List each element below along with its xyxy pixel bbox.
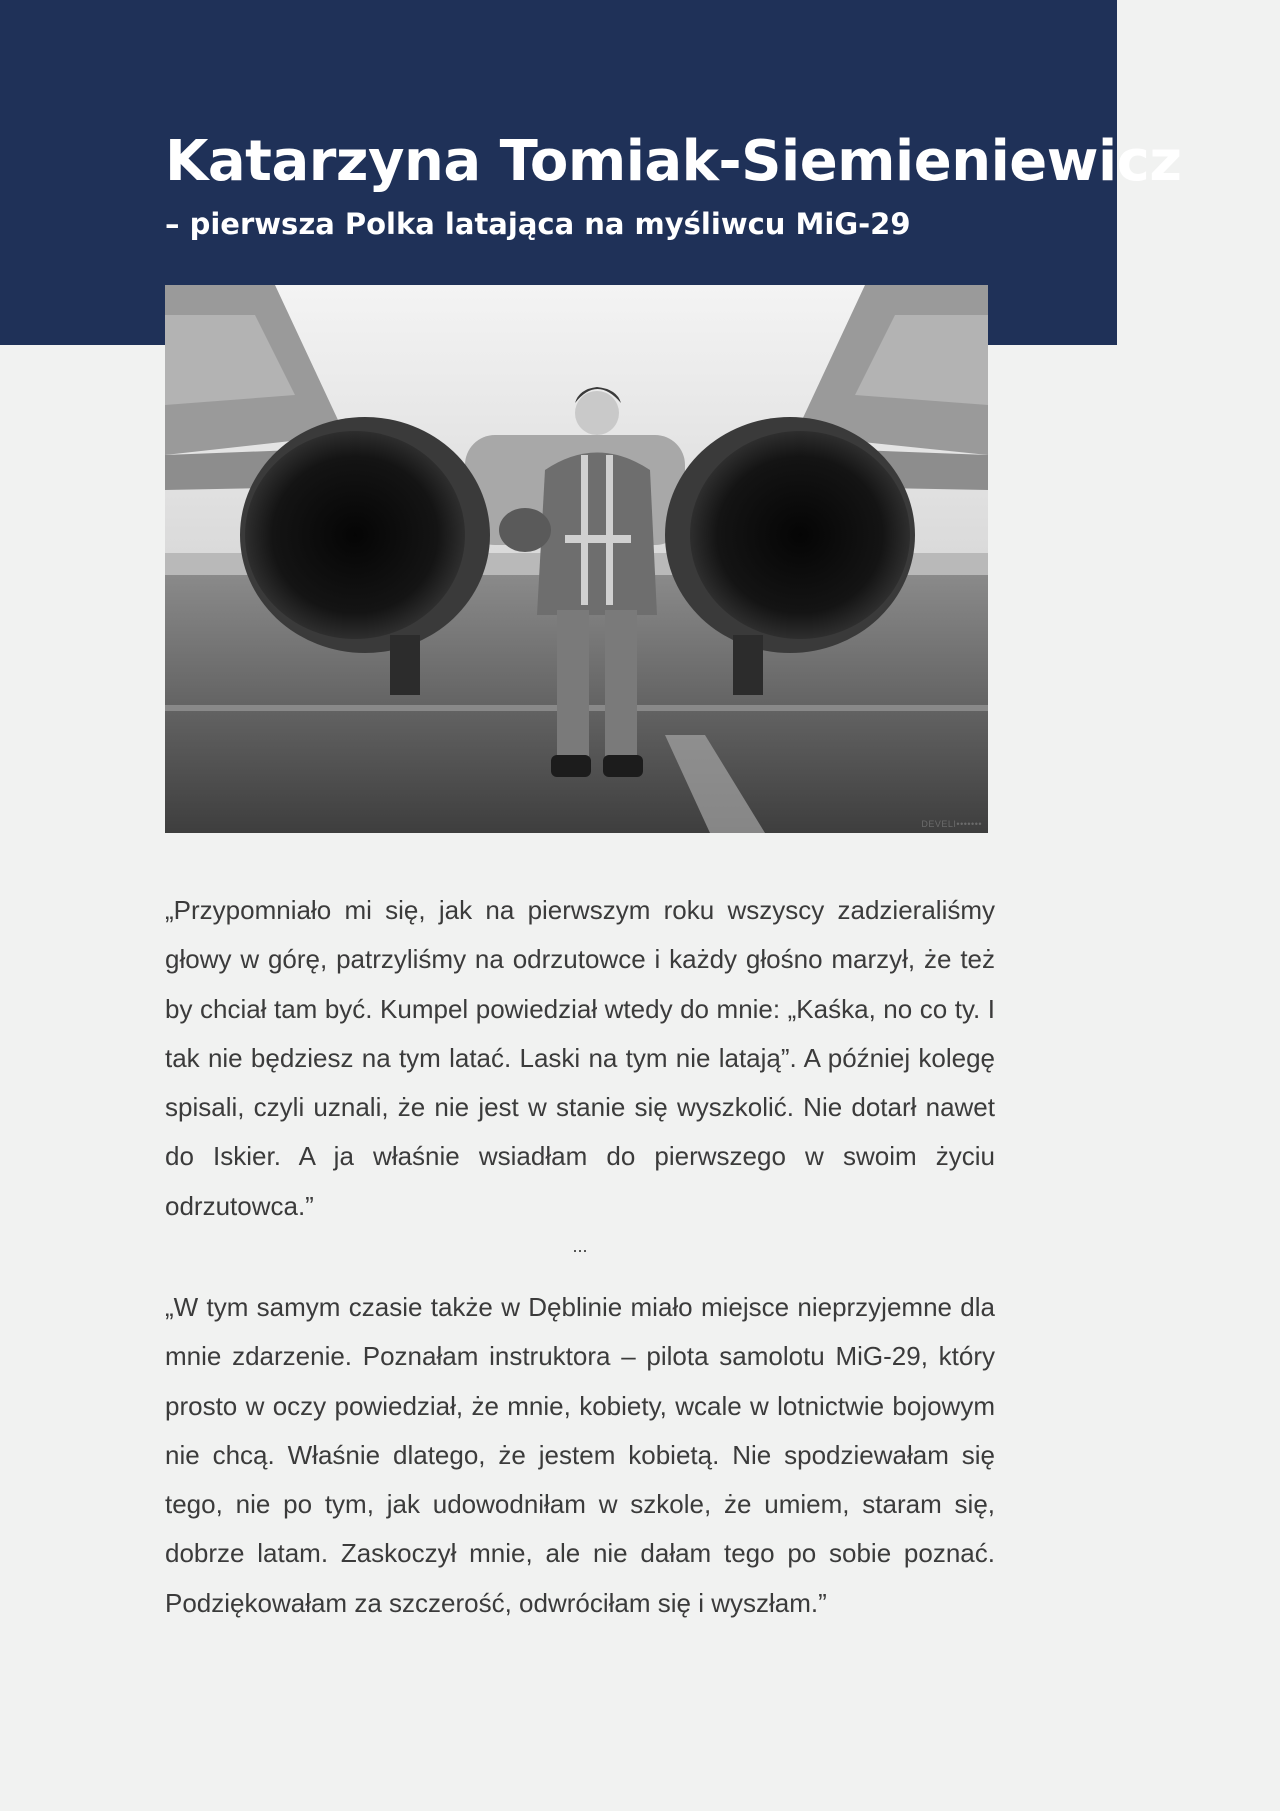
quote-paragraph-1: „Przypomniało mi się, jak na pierwszym roku wszyscy zadzieraliśmy głowy w górę, patrzyliśmy na odrzutowce i każdy głośno marzył, że też by chciał tam być. Kumpel powiedział wtedy do mnie: „Kaśka, no co ty. I tak nie będziesz na tym latać. Laski na tym nie latają”. A później kolegę spisali, czyli uznali, że nie jest w stanie się wyszkolić. Nie dotarł nawet do Iskier. A ja właśnie wsiadłam do pierwszego w swoim życiu odrzutowca.” <box>165 895 995 1221</box>
page-subtitle: – pierwsza Polka latająca na myśliwcu MiG-29 <box>165 207 911 241</box>
pilot-photo-illustration <box>165 285 988 833</box>
photo-credit: DEVELI••••••• <box>921 819 982 829</box>
pilot-photo <box>165 285 988 833</box>
page-title: Katarzyna Tomiak-Siemieniewicz <box>165 129 1182 194</box>
paragraph-separator: ... <box>572 1236 588 1256</box>
quote-paragraph-2: „W tym samym czasie także w Dęblinie miało miejsce nieprzyjemne dla mnie zdarzenie. Poznałam instruktora – pilota samolotu MiG-29, który prosto w oczy powiedział, że mnie, kobiety, wcale w lotnictwie bojowym nie chcą. Właśnie dlatego, że jestem kobietą. Nie spodziewałam się tego, nie po tym, jak udowodniłam w szkole, że umiem, staram się, dobrze latam. Zaskoczył mnie, ale nie dałam tego po sobie poznać. Podziękowałam za szczerość, odwróciłam się i wyszłam.” <box>165 1292 995 1618</box>
